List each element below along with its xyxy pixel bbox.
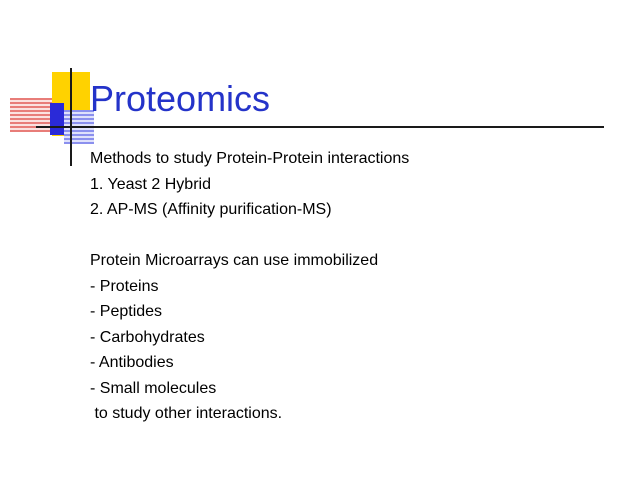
body-line [90, 223, 610, 249]
body-line: - Proteins [90, 277, 159, 295]
body-line: - Carbohydrates [90, 328, 205, 346]
slide-body [90, 146, 610, 427]
body-line: - Peptides [90, 303, 163, 320]
decorative-blue-square [50, 103, 64, 135]
body-line: to study other interactions. [90, 405, 283, 422]
body-line: 2. AP-MS (Affinity purification-MS) [90, 201, 332, 218]
slide-title: Proteomics [90, 78, 271, 119]
body-line: - Small molecules [90, 379, 217, 397]
body-line: Protein Microarrays can use immobilized [90, 252, 379, 269]
body-line: 1. Yeast 2 Hybrid [90, 175, 211, 193]
body-line: - Antibodies [90, 354, 174, 371]
body-line: Methods to study Protein-Protein interactions [90, 150, 410, 167]
title-underline [36, 126, 604, 128]
decorative-vertical-line [70, 68, 72, 166]
